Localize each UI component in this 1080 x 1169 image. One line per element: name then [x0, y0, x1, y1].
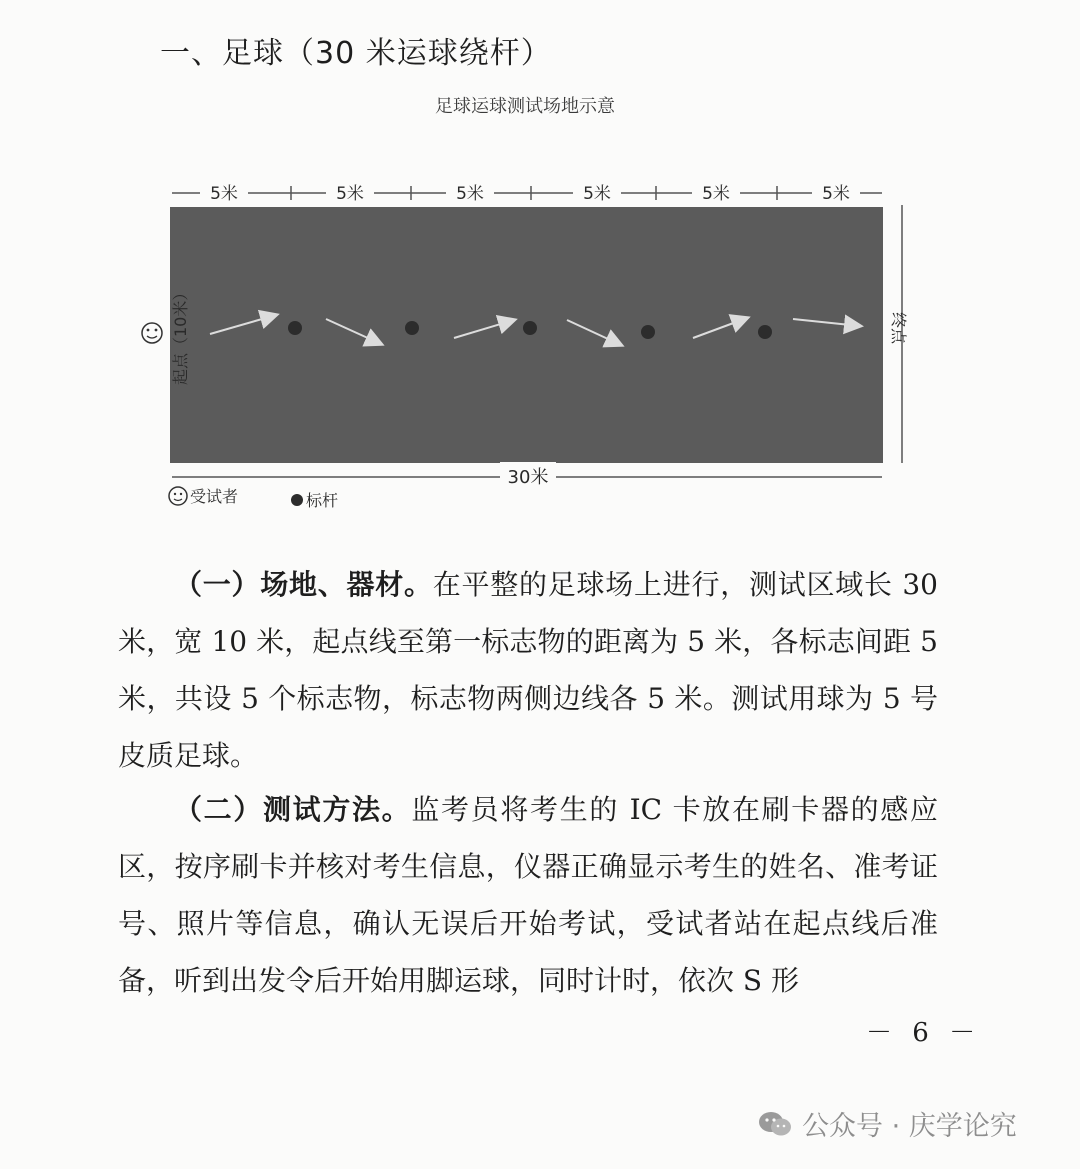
legend-pole-label: 标杆 [306, 491, 339, 510]
end-label: 终点 [889, 312, 908, 345]
segment-label: 5米 [456, 184, 484, 204]
section-1-body: 在平整的足球场上进行，测试区域长 30 米，宽 10 米，起点线至第一标志物的距离为 5 米，各标志间距 5 米，共设 5 个标志物，标志物两侧边线各 5 米。测试用球为 5 号皮质足球。 [118, 568, 939, 772]
page-number: － 6 － [866, 1018, 982, 1048]
segment-label: 5米 [583, 184, 611, 204]
section-heading: 一、足球（30 米运球绕杆） [160, 36, 552, 71]
pole-dot-icon [405, 321, 419, 335]
segment-label: 5米 [336, 184, 364, 204]
field-area [170, 207, 883, 463]
legend-subject [169, 487, 238, 506]
watermark-text: 公众号 · 庆学论究 [802, 1111, 1017, 1142]
section-2-body: 监考员将考生的 IC 卡放在刷卡器的感应区，按序刷卡并核对考生信息，仪器正确显示考生的姓名、准考证号、照片等信息，确认无误后开始考试，受试者站在起点线后准备，听到出发令后开始用脚运球，同时计时，依次 S 形 [118, 793, 938, 997]
smiley-icon [142, 323, 162, 343]
pole-dot-icon [523, 321, 537, 335]
legend-pole [291, 491, 338, 510]
segment-label: 5米 [210, 184, 238, 204]
pole-dot-icon [288, 321, 302, 335]
wechat-icon [758, 1111, 792, 1137]
figure-caption: 足球运球测试场地示意 [435, 96, 615, 117]
segment-label: 5米 [822, 184, 850, 204]
section-2-title: （二）测试方法。 [174, 793, 412, 826]
total-length-label: 30米 [507, 467, 549, 488]
field-diagram [0, 0, 1080, 540]
watermark [758, 1104, 1017, 1143]
pole-dot-icon [291, 494, 303, 506]
legend-subject-label: 受试者 [190, 487, 239, 506]
pole-dot-icon [758, 325, 772, 339]
section-1-paragraph [118, 556, 938, 784]
pole-dot-icon [641, 325, 655, 339]
section-1-title: （一）场地、器材。 [174, 568, 433, 601]
segment-label: 5米 [702, 184, 730, 204]
start-label: 起点（10米） [171, 284, 190, 385]
section-2-paragraph [118, 781, 938, 1009]
